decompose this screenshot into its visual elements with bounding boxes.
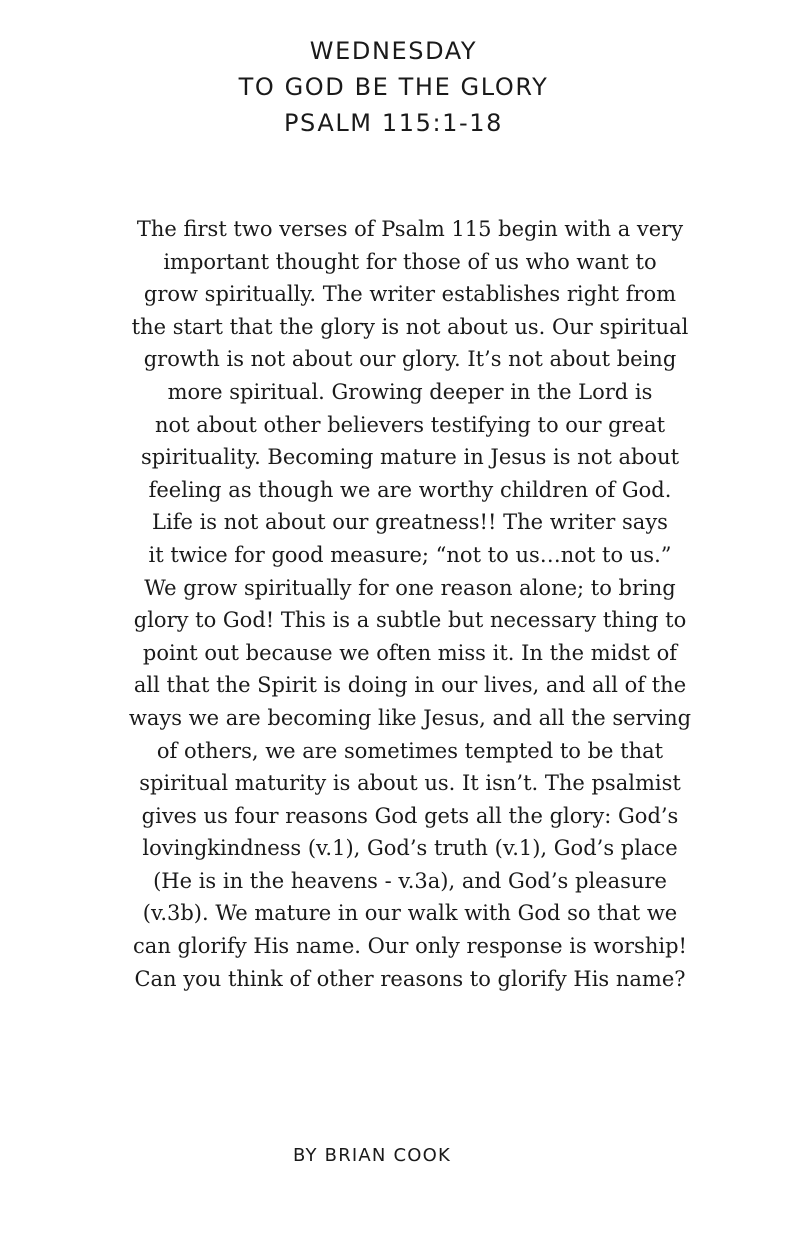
scripture-reference: PSALM 115:1-18 — [283, 109, 504, 137]
body-line: not about other believers testifying to our great — [154, 412, 666, 437]
body-line: it twice for good measure; “not to us…not to us.” — [148, 542, 672, 567]
body-line: ways we are becoming like Jesus, and all the serving — [128, 705, 692, 730]
body-line: the start that the glory is not about us. Our spiritual — [131, 314, 689, 339]
devotional-title: TO GOD BE THE GLORY — [238, 73, 549, 101]
body-line: spirituality. Becoming mature in Jesus is not about — [140, 445, 680, 470]
body-line: important thought for those of us who want to — [163, 249, 657, 274]
body-line: more spiritual. Growing deeper in the Lord is — [167, 379, 653, 404]
body-line: feeling as though we are worthy children of God. — [148, 477, 672, 502]
body-line: growth is not about our glory. It’s not about being — [143, 347, 677, 372]
body-line: spiritual maturity is about us. It isn’t. The psalmist — [139, 771, 681, 796]
day-heading: WEDNESDAY — [309, 37, 478, 65]
body-line: Can you think of other reasons to glorify His name? — [134, 966, 686, 991]
body-line: Life is not about our greatness!! The writer says — [152, 510, 668, 535]
body-line: (He is in the heavens - v.3a), and God’s pleasure — [153, 868, 667, 893]
body-line: We grow spiritually for one reason alone; to bring — [144, 575, 676, 600]
devotional-body — [110, 213, 710, 995]
page-header — [0, 33, 787, 141]
body-line: lovingkindness (v.1), God’s truth (v.1), God’s place — [142, 836, 678, 861]
body-line: The first two verses of Psalm 115 begin with a very — [136, 217, 684, 241]
body-line: gives us four reasons God gets all the glory: God’s — [141, 803, 679, 828]
body-line: grow spiritually. The writer establishes right from — [143, 282, 677, 307]
body-line: can glorify His name. Our only response is worship! — [133, 934, 687, 959]
body-line: (v.3b). We mature in our walk with God so that we — [142, 901, 678, 926]
body-line: point out because we often miss it. In the midst of — [142, 640, 678, 665]
body-line: glory to God! This is a subtle but necessary thing to — [133, 608, 687, 633]
body-line: of others, we are sometimes tempted to be that — [156, 738, 664, 763]
body-line: all that the Spirit is doing in our lives, and all of the — [133, 673, 687, 698]
author-byline: BY BRIAN COOK — [292, 1145, 452, 1166]
